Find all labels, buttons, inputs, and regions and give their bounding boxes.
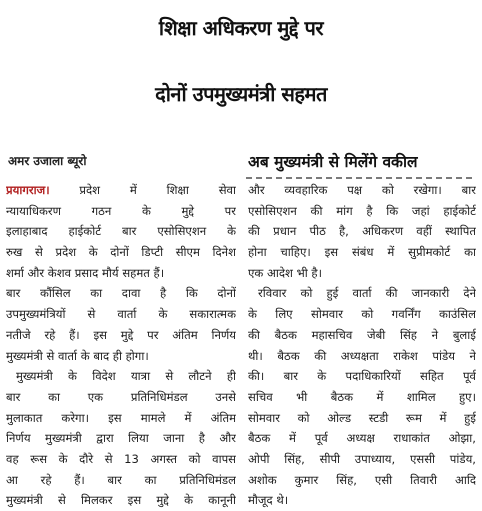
article-line: सोमवार को ओल्ड स्टडी रूम में हुई bbox=[248, 410, 476, 425]
article-line: रुख से प्रदेश के दोनों डिप्टी सीएम दिनेश bbox=[6, 245, 236, 260]
subheadline: अब मुख्यमंत्री से मिलेंगे वकील bbox=[248, 153, 418, 171]
subheadline-underline bbox=[246, 177, 472, 179]
article-line-text: प्रदेश में शिक्षा सेवा bbox=[49, 183, 236, 197]
article-column-right bbox=[248, 180, 476, 511]
article-line: एक आदेश भी है। bbox=[248, 265, 322, 280]
article-line: ओपी सिंह, सीपी उपाध्याय, एससी पांडेय, bbox=[248, 451, 476, 466]
byline: अमर उजाला ब्यूरो bbox=[8, 154, 87, 168]
article-line: बार कौंसिल का दावा है कि दोनों bbox=[6, 286, 236, 301]
article-line: निर्णय मुख्यमंत्री द्वारा लिया जाना है और bbox=[6, 431, 236, 446]
article-line: आ रहे हैं। बार का प्रतिनिधिमंडल bbox=[6, 472, 236, 487]
article-line bbox=[6, 180, 236, 201]
article-line: मुख्यमंत्री के विदेश यात्रा से लौटने ही bbox=[16, 369, 236, 384]
article-line: इलाहाबाद हाईकोर्ट बार एसोसिएशन के bbox=[6, 224, 236, 239]
article-line: नतीजे रहे हैं। इस मुद्दे पर अंतिम निर्णय bbox=[6, 327, 236, 342]
article-line: न्यायाधिकरण गठन के मुद्दे पर bbox=[6, 203, 236, 218]
article-line: थी। बैठक की अध्यक्षता राकेश पांडेय ने bbox=[248, 348, 476, 363]
article-line: एसोसिएशन की मांग है कि जहां हाईकोर्ट bbox=[248, 203, 476, 218]
article-line: मुख्यमंत्री से वार्ता के बाद ही होगा। bbox=[6, 348, 149, 363]
article-line: रविवार को हुई वार्ता की जानकारी देने bbox=[258, 286, 476, 301]
article-line: मुख्यमंत्री से मिलकर इस मुद्दे के कानूनी bbox=[6, 493, 236, 508]
article-line: बार का एक प्रतिनिधिमंडल उनसे bbox=[6, 389, 236, 404]
article-line: अशोक कुमार सिंह, एसी तिवारी आदि bbox=[248, 472, 476, 487]
article-line: की प्रधान पीठ है, अधिकरण वहीं स्थापित bbox=[248, 224, 476, 239]
article-line: की बैठक महासचिव जेबी सिंह ने बुलाई bbox=[248, 327, 476, 342]
headline-line-2: दोनों उपमुख्यमंत्री सहमत bbox=[155, 82, 327, 106]
dateline: प्रयागराज। bbox=[6, 183, 50, 197]
article-line: उपमुख्यमंत्रियों से वार्ता के सकारात्मक bbox=[6, 307, 236, 322]
article-line: के लिए सोमवार को गवर्निंग काउंसिल bbox=[248, 307, 476, 322]
headline-line-1: शिक्षा अधिकरण मुद्दे पर bbox=[158, 16, 324, 40]
article-line: होना चाहिए। इस संबंध में सुप्रीमकोर्ट का bbox=[248, 245, 476, 260]
article-line: और व्यवहारिक पक्ष को रखेगा। बार bbox=[248, 183, 476, 197]
article-line: वह रूस के दौरे से 13 अगस्त को वापस bbox=[6, 451, 236, 466]
article-line: की। बार के पदाधिकारियों सहित पूर्व bbox=[248, 369, 476, 384]
article-column-left bbox=[6, 180, 236, 511]
article-line: मौजूद थे। bbox=[248, 493, 289, 508]
article-line: सचिव भी बैठक में शामिल हुए। bbox=[248, 389, 476, 404]
article-line: मुलाकात करेगा। इस मामले में अंतिम bbox=[6, 410, 236, 425]
article-line: शर्मा और केशव प्रसाद मौर्य सहमत हैं। bbox=[6, 265, 165, 280]
article-line: बैठक में पूर्व अध्यक्ष राधाकांत ओझा, bbox=[248, 431, 476, 446]
